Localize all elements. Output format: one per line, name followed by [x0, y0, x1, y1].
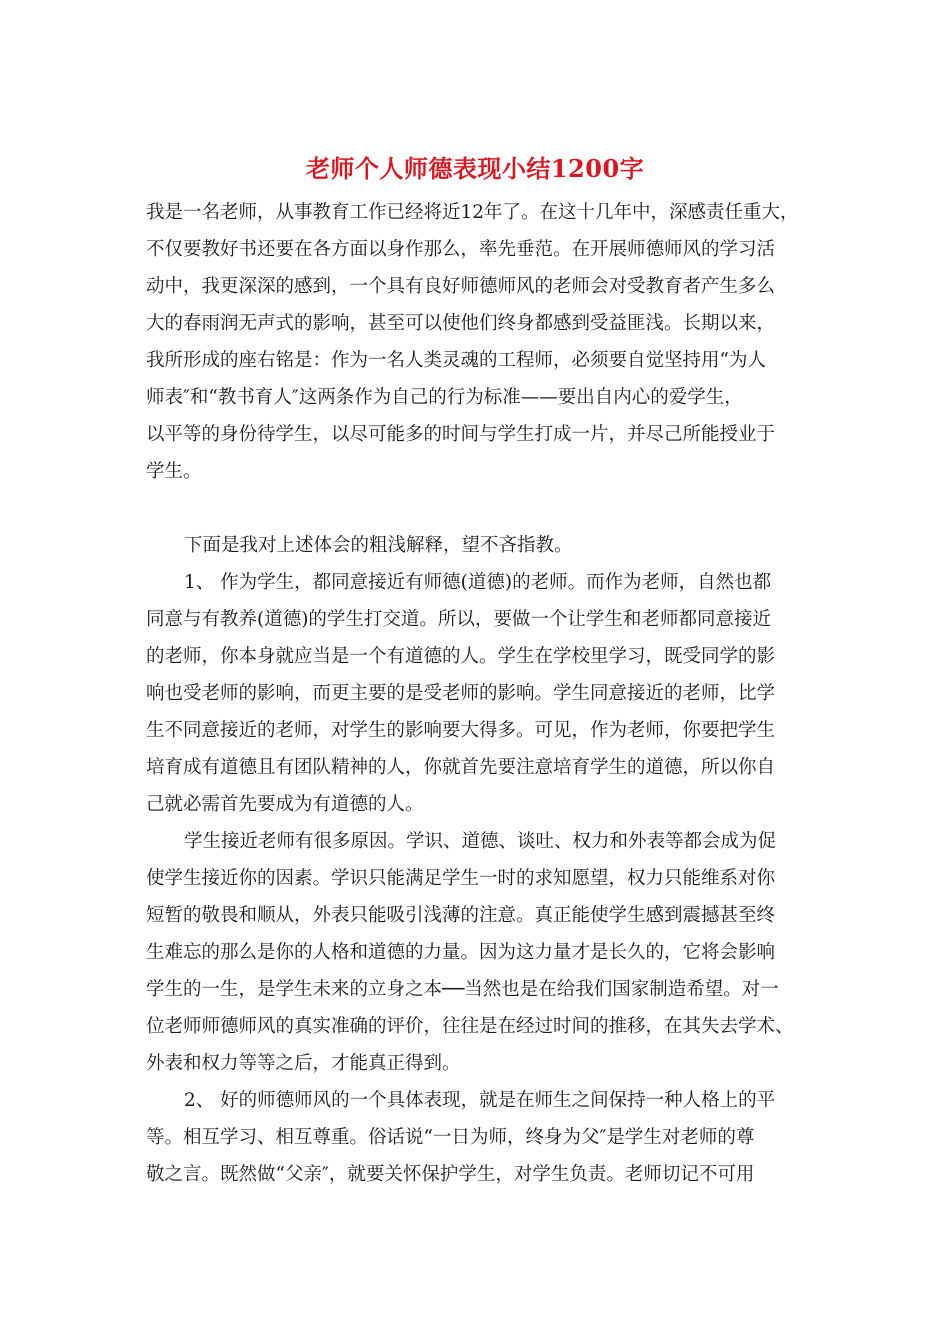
paragraph-line: 以平等的身份待学生，以尽可能多的时间与学生打成一片，并尽己所能授业于 — [146, 424, 776, 445]
paragraph-line: 学生的一生，是学生未来的立身之本──当然也是在给我们国家制造希望。对一 — [146, 979, 779, 1000]
paragraph-line: 下面是我对上述体会的粗浅解释，望不吝指教。 — [184, 535, 573, 556]
paragraph-line: 同意与有教养(道德)的学生打交道。所以，要做一个让学生和老师都同意接近 — [146, 609, 771, 630]
paragraph-line: 我是一名老师，从事教育工作已经将近12年了。在这十几年中，深感责任重大， — [146, 202, 799, 223]
paragraph-line: 动中，我更深深的感到，一个具有良好师德师风的老师会对受教育者产生多么 — [146, 276, 776, 297]
paragraph-line: 生难忘的那么是你的人格和道德的力量。因为这力量才是长久的，它将会影响 — [146, 942, 776, 963]
document-title: 老师个人师德表现小结1200字 — [305, 154, 645, 183]
paragraph-line: 不仅要教好书还要在各方面以身作那么，率先垂范。在开展师德师风的学习活 — [146, 239, 776, 260]
paragraph-line: 培育成有道德且有团队精神的人，你就首先要注意培育学生的道德，所以你自 — [146, 757, 776, 778]
paragraph-line: 的老师，你本身就应当是一个有道德的人。学生在学校里学习，既受同学的影 — [146, 646, 776, 667]
paragraph-line: 学生。 — [146, 461, 202, 482]
paragraph-line: 短暂的敬畏和顺从，外表只能吸引浅薄的注意。真正能使学生感到震撼甚至终 — [146, 905, 776, 926]
paragraph-line: 外表和权力等等之后，才能真正得到。 — [146, 1053, 461, 1074]
paragraph-line: 大的春雨润无声式的影响，甚至可以使他们终身都感到受益匪浅。长期以来， — [146, 313, 776, 334]
paragraph-line: 我所形成的座右铭是：作为一名人类灵魂的工程师，必须要自觉坚持用“为人 — [146, 350, 766, 371]
paragraph-line: 响也受老师的影响，而更主要的是受老师的影响。学生同意接近的老师，比学 — [146, 683, 776, 704]
paragraph-line: 己就必需首先要成为有道德的人。 — [146, 794, 424, 815]
paragraph-line: 师表″和“教书育人″这两条作为自己的行为标准——要出自内心的爱学生， — [146, 387, 743, 408]
paragraph-line: 敬之言。既然做“父亲″，就要关怀保护学生，对学生负责。老师切记不可用 — [146, 1164, 755, 1185]
paragraph-line: 等。相互学习、相互尊重。俗话说“一日为师，终身为父″是学生对老师的尊 — [146, 1127, 755, 1148]
paragraph-line: 1、 作为学生，都同意接近有师德(道德)的老师。而作为老师，自然也都 — [184, 572, 772, 593]
paragraph-line: 位老师师德师风的真实准确的评价，往往是在经过时间的推移，在其失去学术、 — [146, 1016, 794, 1037]
paragraph-line: 学生接近老师有很多原因。学识、道德、谈吐、权力和外表等都会成为促 — [184, 831, 777, 852]
paragraph-line: 使学生接近你的因素。学识只能满足学生一时的求知愿望，权力只能维系对你 — [146, 868, 776, 889]
paragraph-line: 2、 好的师德师风的一个具体表现，就是在师生之间保持一种人格上的平 — [184, 1090, 776, 1111]
paragraph-line: 生不同意接近的老师，对学生的影响要大得多。可见，作为老师，你要把学生 — [146, 720, 776, 741]
